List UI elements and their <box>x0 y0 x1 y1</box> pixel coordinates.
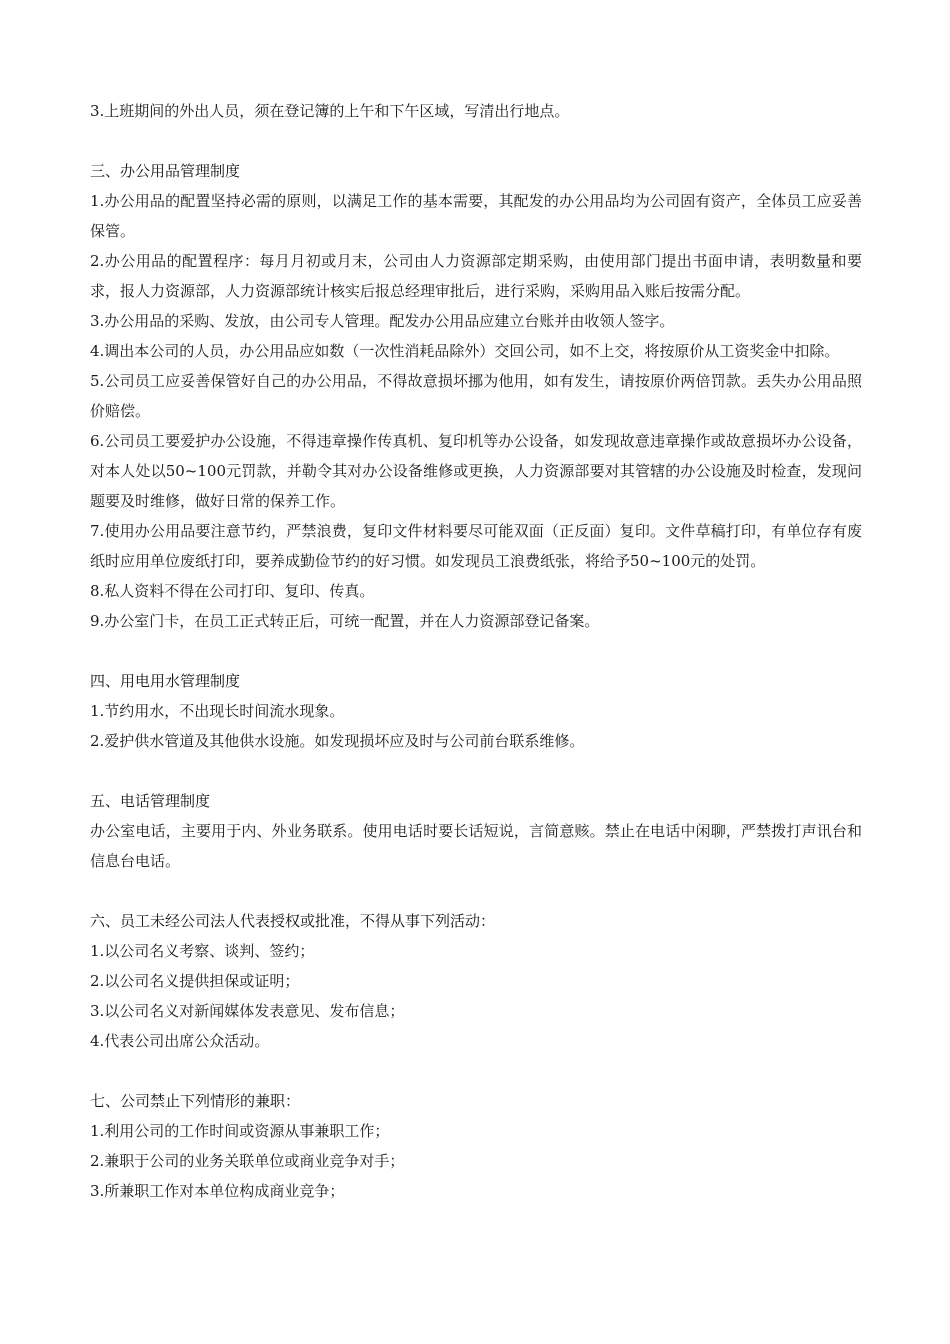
section-heading: 三、办公用品管理制度 <box>90 162 241 180</box>
section-heading: 六、员工未经公司法人代表授权或批准，不得从事下列活动： <box>90 912 496 930</box>
list-item: 2.办公用品的配置程序：每月月初或月末，公司由人力资源部定期采购，由使用部门提出书面申请，表明数量和要求，报人力资源部，人力资源部统计核实后报总经理审批后，进行采购，采购用品入账后按需分配。 <box>90 252 862 300</box>
section-heading: 五、电话管理制度 <box>90 792 211 810</box>
list-item: 5.公司员工应妥善保管好自己的办公用品，不得故意损坏挪为他用，如有发生，请按原价两倍罚款。丢失办公用品照价赔偿。 <box>90 372 862 420</box>
list-item: 7.使用办公用品要注意节约，严禁浪费，复印文件材料要尽可能双面（正反面）复印。文件草稿打印，有单位存有废纸时应用单位废纸打印，要养成勤俭节约的好习惯。如发现员工浪费纸张，将给予50~100元的处罚。 <box>90 522 862 570</box>
list-item: 3.以公司名义对新闻媒体发表意见、发布信息； <box>90 1002 405 1020</box>
section-heading: 四、用电用水管理制度 <box>90 672 241 690</box>
list-item: 8.私人资料不得在公司打印、复印、传真。 <box>90 582 375 600</box>
list-item: 4.代表公司出席公众活动。 <box>90 1032 270 1050</box>
list-item: 1.办公用品的配置坚持必需的原则，以满足工作的基本需要，其配发的办公用品均为公司固有资产，全体员工应妥善保管。 <box>90 192 862 240</box>
list-item: 1.以公司名义考察、谈判、签约； <box>90 942 315 960</box>
list-item: 9.办公室门卡，在员工正式转正后，可统一配置，并在人力资源部登记备案。 <box>90 612 600 630</box>
list-item: 3.所兼职工作对本单位构成商业竞争； <box>90 1182 345 1200</box>
section-office-supplies <box>90 156 862 636</box>
intro-paragraph: 3.上班期间的外出人员，须在登记簿的上午和下午区域，写清出行地点。 <box>90 102 570 120</box>
list-item: 2.兼职于公司的业务关联单位或商业竞争对手； <box>90 1152 405 1170</box>
section-telephone <box>90 786 862 876</box>
list-item: 1.利用公司的工作时间或资源从事兼职工作； <box>90 1122 390 1140</box>
section-prohibited-activities <box>90 906 862 1056</box>
list-item: 2.爱护供水管道及其他供水设施。如发现损坏应及时与公司前台联系维修。 <box>90 732 585 750</box>
document-body <box>90 96 862 1206</box>
list-item: 4.调出本公司的人员，办公用品应如数（一次性消耗品除外）交回公司，如不上交，将按原价从工资奖金中扣除。 <box>90 342 840 360</box>
section-heading: 七、公司禁止下列情形的兼职： <box>90 1092 301 1110</box>
list-item: 3.办公用品的采购、发放，由公司专人管理。配发办公用品应建立台账并由收领人签字。 <box>90 312 675 330</box>
list-item: 1.节约用水，不出现长时间流水现象。 <box>90 702 345 720</box>
section-utilities <box>90 666 862 756</box>
list-item: 2.以公司名义提供担保或证明； <box>90 972 300 990</box>
section-part-time-jobs <box>90 1086 862 1206</box>
list-item: 6.公司员工要爱护办公设施，不得违章操作传真机、复印机等办公设备，如发现故意违章操作或故意损坏办公设备，对本人处以50~100元罚款，并勒令其对办公设备维修或更换，人力资源部要对其管辖的办公设施及时检查，发现问题要及时维修，做好日常的保养工作。 <box>90 432 862 510</box>
list-item: 办公室电话，主要用于内、外业务联系。使用电话时要长话短说，言简意赅。禁止在电话中闲聊，严禁拨打声讯台和信息台电话。 <box>90 822 862 870</box>
